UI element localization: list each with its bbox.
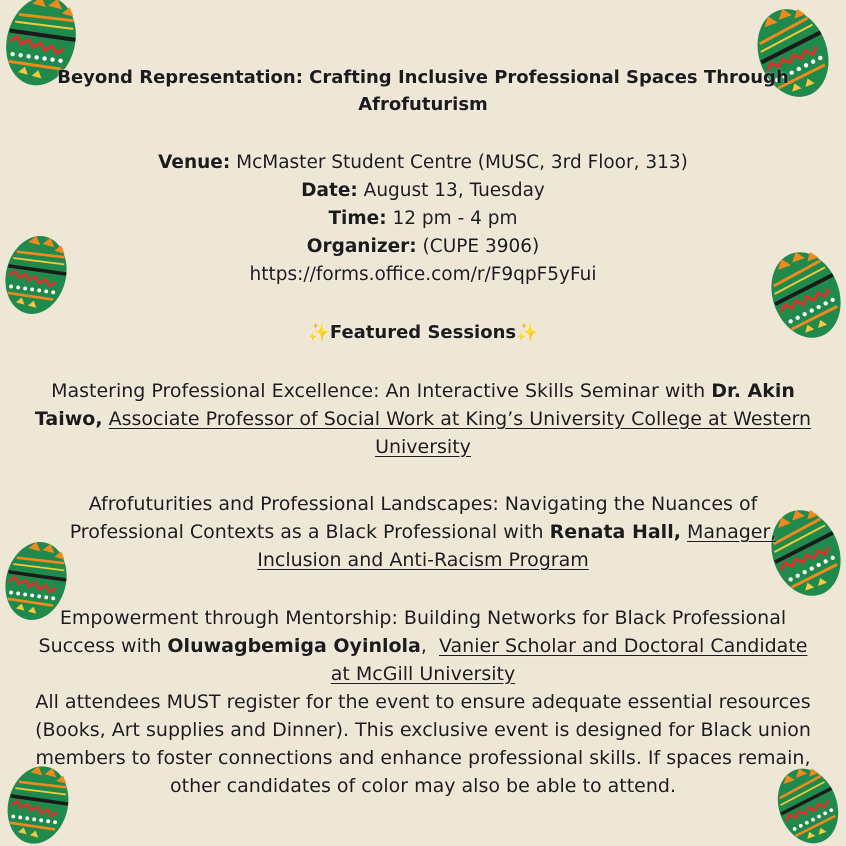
venue-value: McMaster Student Centre (MUSC, 3rd Floor, 313) [230,152,688,173]
session-item [30,377,816,461]
time-label: Time: [328,208,387,229]
session-speaker-role: Vanier Scholar and Doctoral Candidate at McGill University [330,635,808,685]
venue-label: Venue: [158,152,231,173]
session-topic: Empowerment through Mentorship: Building Networks for Black Professional Success with [38,607,787,657]
sparkle-icon: ✨ [307,322,330,343]
session-topic: Afrofuturities and Professional Landscapes: Navigating the Nuances of Professional Contexts as a Black Professional with [69,493,758,543]
organizer-label: Organizer: [306,236,417,257]
session-speaker: Oluwagbemiga Oyinlola [167,635,421,657]
registration-link[interactable]: https://forms.office.com/r/F9qpF5yFui [249,264,597,285]
time-value: 12 pm - 4 pm [386,208,518,229]
time-line [30,205,816,233]
date-label: Date: [301,180,358,201]
featured-heading-text: Featured Sessions [329,322,517,343]
event-details [30,149,816,289]
session-topic: Mastering Professional Excellence: An Interactive Skills Seminar with [51,380,712,402]
organizer-line [30,233,816,261]
session-speaker-role: Associate Professor of Social Work at King’s University College at Western University [108,408,812,458]
organizer-value: (CUPE 3906) [416,236,540,257]
session-speaker: Dr. Akin Taiwo, [34,380,795,430]
featured-sessions-heading [30,319,816,347]
session-speaker: Renata Hall, [549,521,681,543]
date-line [30,177,816,205]
registration-notice: All attendees MUST register for the event to ensure adequate essential resources (Books, Art supplies and Dinner). This exclusive event is designed for Black union members to foster connections and enhance professional skills. If spaces remain, other candidates of color may also be able to attend. [35,691,811,797]
event-title: Beyond Representation: Crafting Inclusive Professional Spaces Through Afrofuturism [57,67,789,115]
venue-line [30,149,816,177]
session-item: Empowerment through Mentorship: Building Networks for Black Professional Success with Oluwagbemiga Oyinlola, Vanier Scholar and Doctoral Candidate at McGill University [38,607,808,685]
date-value: August 13, Tuesday [357,180,545,201]
sparkle-icon: ✨ [516,322,539,343]
session-speaker-role: Manager, Inclusion and Anti-Racism Program [257,521,777,571]
session-item [30,490,816,574]
